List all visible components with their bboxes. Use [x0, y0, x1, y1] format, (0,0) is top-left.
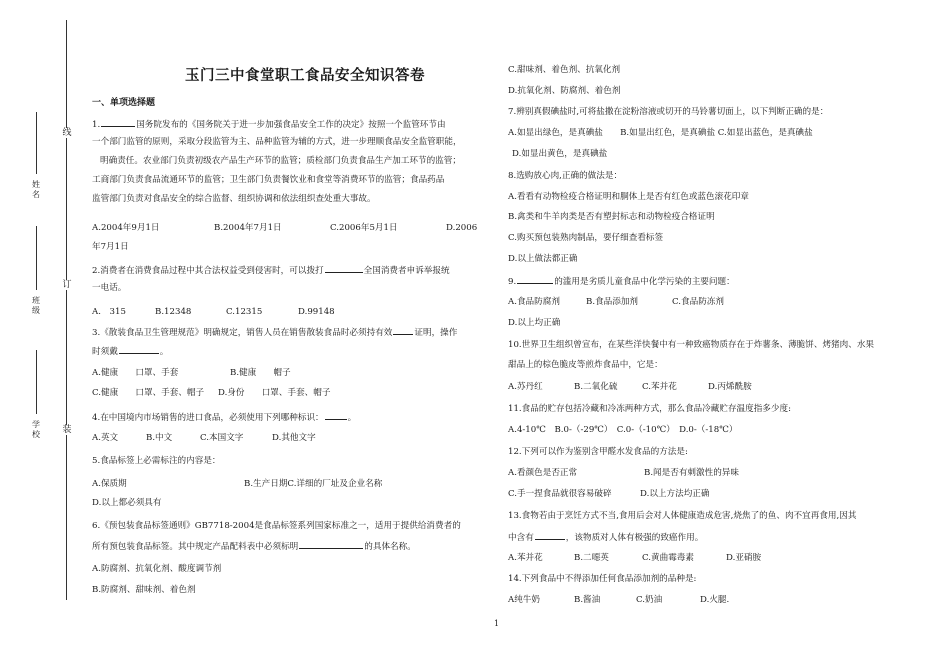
q1-option-d[interactable]: D.2006: [446, 223, 478, 233]
q1-option-c[interactable]: C.2006年5月1日: [330, 223, 398, 233]
q1-option-a[interactable]: A.2004年9月1日: [92, 223, 160, 233]
q6-option-c[interactable]: C.甜味剂、着色剂、抗氧化剂: [508, 65, 621, 75]
q5-option-a[interactable]: A.保质期: [92, 479, 127, 489]
q6-option-d[interactable]: D.抗氧化剂、防腐剂、着色剂: [508, 86, 621, 96]
q8-option-d[interactable]: D.以上做法都正确: [508, 254, 578, 264]
answer-blank[interactable]: [299, 539, 363, 549]
q6-option-b[interactable]: B.防腐剂、甜味剂、着色剂: [92, 585, 196, 595]
page-title: 玉门三中食堂职工食品安全知识答卷: [185, 68, 425, 84]
q4-option-d[interactable]: D.其他文字: [272, 433, 316, 443]
q10-option-c[interactable]: C.苯并花: [642, 382, 677, 392]
q4-option-b[interactable]: B.中文: [146, 433, 173, 443]
q13-line1: 13.食物若由于烹饪方式不当,食用后会对人体健康造成危害,烧焦了的鱼、肉不宜再食用,因其: [508, 511, 857, 521]
q1-line4: 工商部门负责食品流通环节的监管；卫生部门负责餐饮业和食堂等消费环节的监管；食品药品: [92, 175, 445, 185]
q2-option-b[interactable]: B.12348: [155, 307, 192, 317]
q1-option-d-cont: 年7月1日: [92, 242, 129, 252]
q4-option-c[interactable]: C.本国文字: [200, 433, 244, 443]
q12-option-b[interactable]: B.闻是否有刺激性的异味: [644, 468, 739, 478]
answer-blank[interactable]: [393, 325, 413, 335]
q3-option-d[interactable]: D.身份 口罩、手套、帽子: [218, 388, 331, 398]
q2-option-c[interactable]: C.12315: [226, 307, 263, 317]
class-field-line[interactable]: [36, 226, 37, 290]
q13-option-c[interactable]: C.黄曲霉毒素: [642, 553, 694, 563]
q3-line1: 3.《散装食品卫生管理规范》明确规定，销售人员在销售散装食品时必须持有效 证明，操作: [92, 325, 457, 339]
q2-option-a[interactable]: A. 315: [92, 307, 126, 317]
q1-option-b[interactable]: B.2004年7月1日: [214, 223, 282, 233]
q5-line1: 5.食品标签上必需标注的内容是：: [92, 456, 221, 466]
q14-option-b[interactable]: B.酱油: [574, 595, 601, 605]
q8-option-b[interactable]: B.禽类和牛羊肉类是否有塑封标志和动物检疫合格证明: [508, 212, 715, 222]
q2-line1: 2.消费者在消费食品过程中其合法权益受到侵害时，可以拨打 全国消费者申诉举报统: [92, 263, 450, 277]
q10-option-d[interactable]: D.丙烯酰胺: [708, 382, 752, 392]
q2-option-d[interactable]: D.99148: [298, 307, 335, 317]
q1-line1: 1. 国务院发布的《国务院关于进一步加强食品安全工作的决定》按照一个监管环节由: [92, 117, 446, 131]
answer-blank[interactable]: [535, 530, 565, 540]
q6-line2: 所有预包装食品标签。其中规定产品配料表中必须标明 的具体名称。: [92, 539, 416, 553]
q7-options-abc[interactable]: A.如显出绿色，是真碘盐 B.如显出红色，是真碘盐 C.如显出蓝色，是真碘盐: [508, 128, 813, 138]
q1-line5: 监管部门负责对食品安全的综合监督、组织协调和依法组织查处重大事故。: [92, 194, 376, 204]
q12-option-d[interactable]: D.以上方法均正确: [640, 489, 710, 499]
q10-option-b[interactable]: B.二氧化硫: [574, 382, 618, 392]
q13-option-d[interactable]: D.亚硝胺: [726, 553, 762, 563]
seal-bind-label: 订: [62, 280, 72, 290]
school-field-label: 学校: [32, 420, 40, 439]
section-heading: 一、单项选择题: [92, 98, 156, 108]
q9-option-d[interactable]: D.以上均正确: [508, 318, 561, 328]
q8-option-c[interactable]: C.购买预包装熟肉制品，要仔细查看标签: [508, 233, 664, 243]
school-field-line[interactable]: [36, 350, 37, 414]
q9-line1: 9. 的滥用是劣质儿童食品中化学污染的主要问题：: [508, 274, 735, 288]
binding-line: [66, 20, 67, 600]
q14-option-c[interactable]: C.奶油: [636, 595, 663, 605]
q9-option-a[interactable]: A.食品防腐剂: [508, 297, 560, 307]
q1-line3: 明确责任。农业部门负责初级农产品生产环节的监管；质检部门负责食品生产加工环节的监管；: [100, 156, 461, 166]
seal-line-label: 线: [62, 128, 72, 138]
q6-line1: 6.《预包装食品标签通则》GB7718-2004是食品标签系列国家标准之一，适用于提供给消费者的: [92, 521, 461, 531]
q12-line1: 12.下列可以作为鉴别含甲醛水发食品的方法是:: [508, 447, 688, 457]
answer-blank[interactable]: [101, 117, 135, 127]
q14-line1: 14.下列食品中不得添加任何食品添加剂的品种是:: [508, 574, 697, 584]
class-field-label: 班级: [32, 296, 40, 315]
q14-option-a[interactable]: A纯牛奶: [508, 595, 540, 605]
q9-option-c[interactable]: C.食品防冻剂: [672, 297, 724, 307]
q2-line2: 一电话。: [92, 283, 127, 293]
q5-option-bc[interactable]: B.生产日期C.详细的厂址及企业名称: [244, 479, 383, 489]
q5-option-d[interactable]: D.以上都必须具有: [92, 498, 162, 508]
q11-line1: 11.食品的贮存包括冷藏和冷冻两种方式，那么食品冷藏贮存温度指多少度:: [508, 404, 791, 414]
name-field-line[interactable]: [36, 112, 37, 174]
answer-blank[interactable]: [325, 410, 347, 420]
q3-option-a[interactable]: A.健康 口罩、手套: [92, 368, 179, 378]
q12-option-a[interactable]: A.看颜色是否正常: [508, 468, 578, 478]
answer-blank[interactable]: [119, 344, 159, 354]
q10-line1: 10.世界卫生组织曾宣布，在某些洋快餐中有一种致癌物质存在于炸薯条、薄脆饼、烤猪肉、水果: [508, 340, 875, 350]
q13-option-a[interactable]: A.苯并花: [508, 553, 543, 563]
q8-option-a[interactable]: A.看看有动物检疫合格证明和胴体上是否有红色或蓝色滚花印章: [508, 192, 749, 202]
answer-blank[interactable]: [325, 263, 363, 273]
q11-options[interactable]: A.4-10℃ B.0-（-29℃） C.0-（-10℃） D.0-（-18℃）: [508, 425, 738, 435]
q12-option-c[interactable]: C.手一捏食品就很容易破碎: [508, 489, 612, 499]
q4-option-a[interactable]: A.英文: [92, 433, 119, 443]
q1-line2: 一个部门监管的原则，采取分段监管为主、品种监管为辅的方式，进一步理顺食品安全监管职能，: [92, 137, 462, 147]
q3-option-b[interactable]: B.健康 帽子: [230, 368, 291, 378]
q7-line1: 7.辨别真假碘盐时,可将盐撒在淀粉溶液或切开的马铃薯切面上，以下判断正确的是：: [508, 107, 829, 117]
seal-pack-label: 装: [62, 425, 72, 435]
q7-option-d[interactable]: D.如显出黄色，是真碘盐: [512, 149, 608, 159]
q13-option-b[interactable]: B.二噁英: [574, 553, 609, 563]
q8-line1: 8.选购放心肉,正确的做法是：: [508, 171, 623, 181]
q6-option-a[interactable]: A.防腐剂、抗氧化剂、酸度调节剂: [92, 564, 222, 574]
name-field-label: 姓名: [32, 180, 40, 199]
page-number: 1: [494, 619, 500, 628]
q3-option-c[interactable]: C.健康 口罩、手套、帽子: [92, 388, 205, 398]
q3-line2: 时须戴 。: [92, 344, 168, 358]
q10-option-a[interactable]: A.苏丹红: [508, 382, 543, 392]
q14-option-d[interactable]: D.火腿.: [700, 595, 730, 605]
q13-line2: 中含有 ，该物质对人体有极强的致癌作用。: [508, 530, 703, 544]
answer-blank[interactable]: [517, 274, 553, 284]
q4-line1: 4.在中国境内市场销售的进口食品，必须使用下列哪种标识： 。: [92, 410, 356, 424]
q9-option-b[interactable]: B.食品添加剂: [586, 297, 639, 307]
q10-line2: 甜品上的棕色脆皮等煎炸食品中，它是：: [508, 360, 663, 370]
